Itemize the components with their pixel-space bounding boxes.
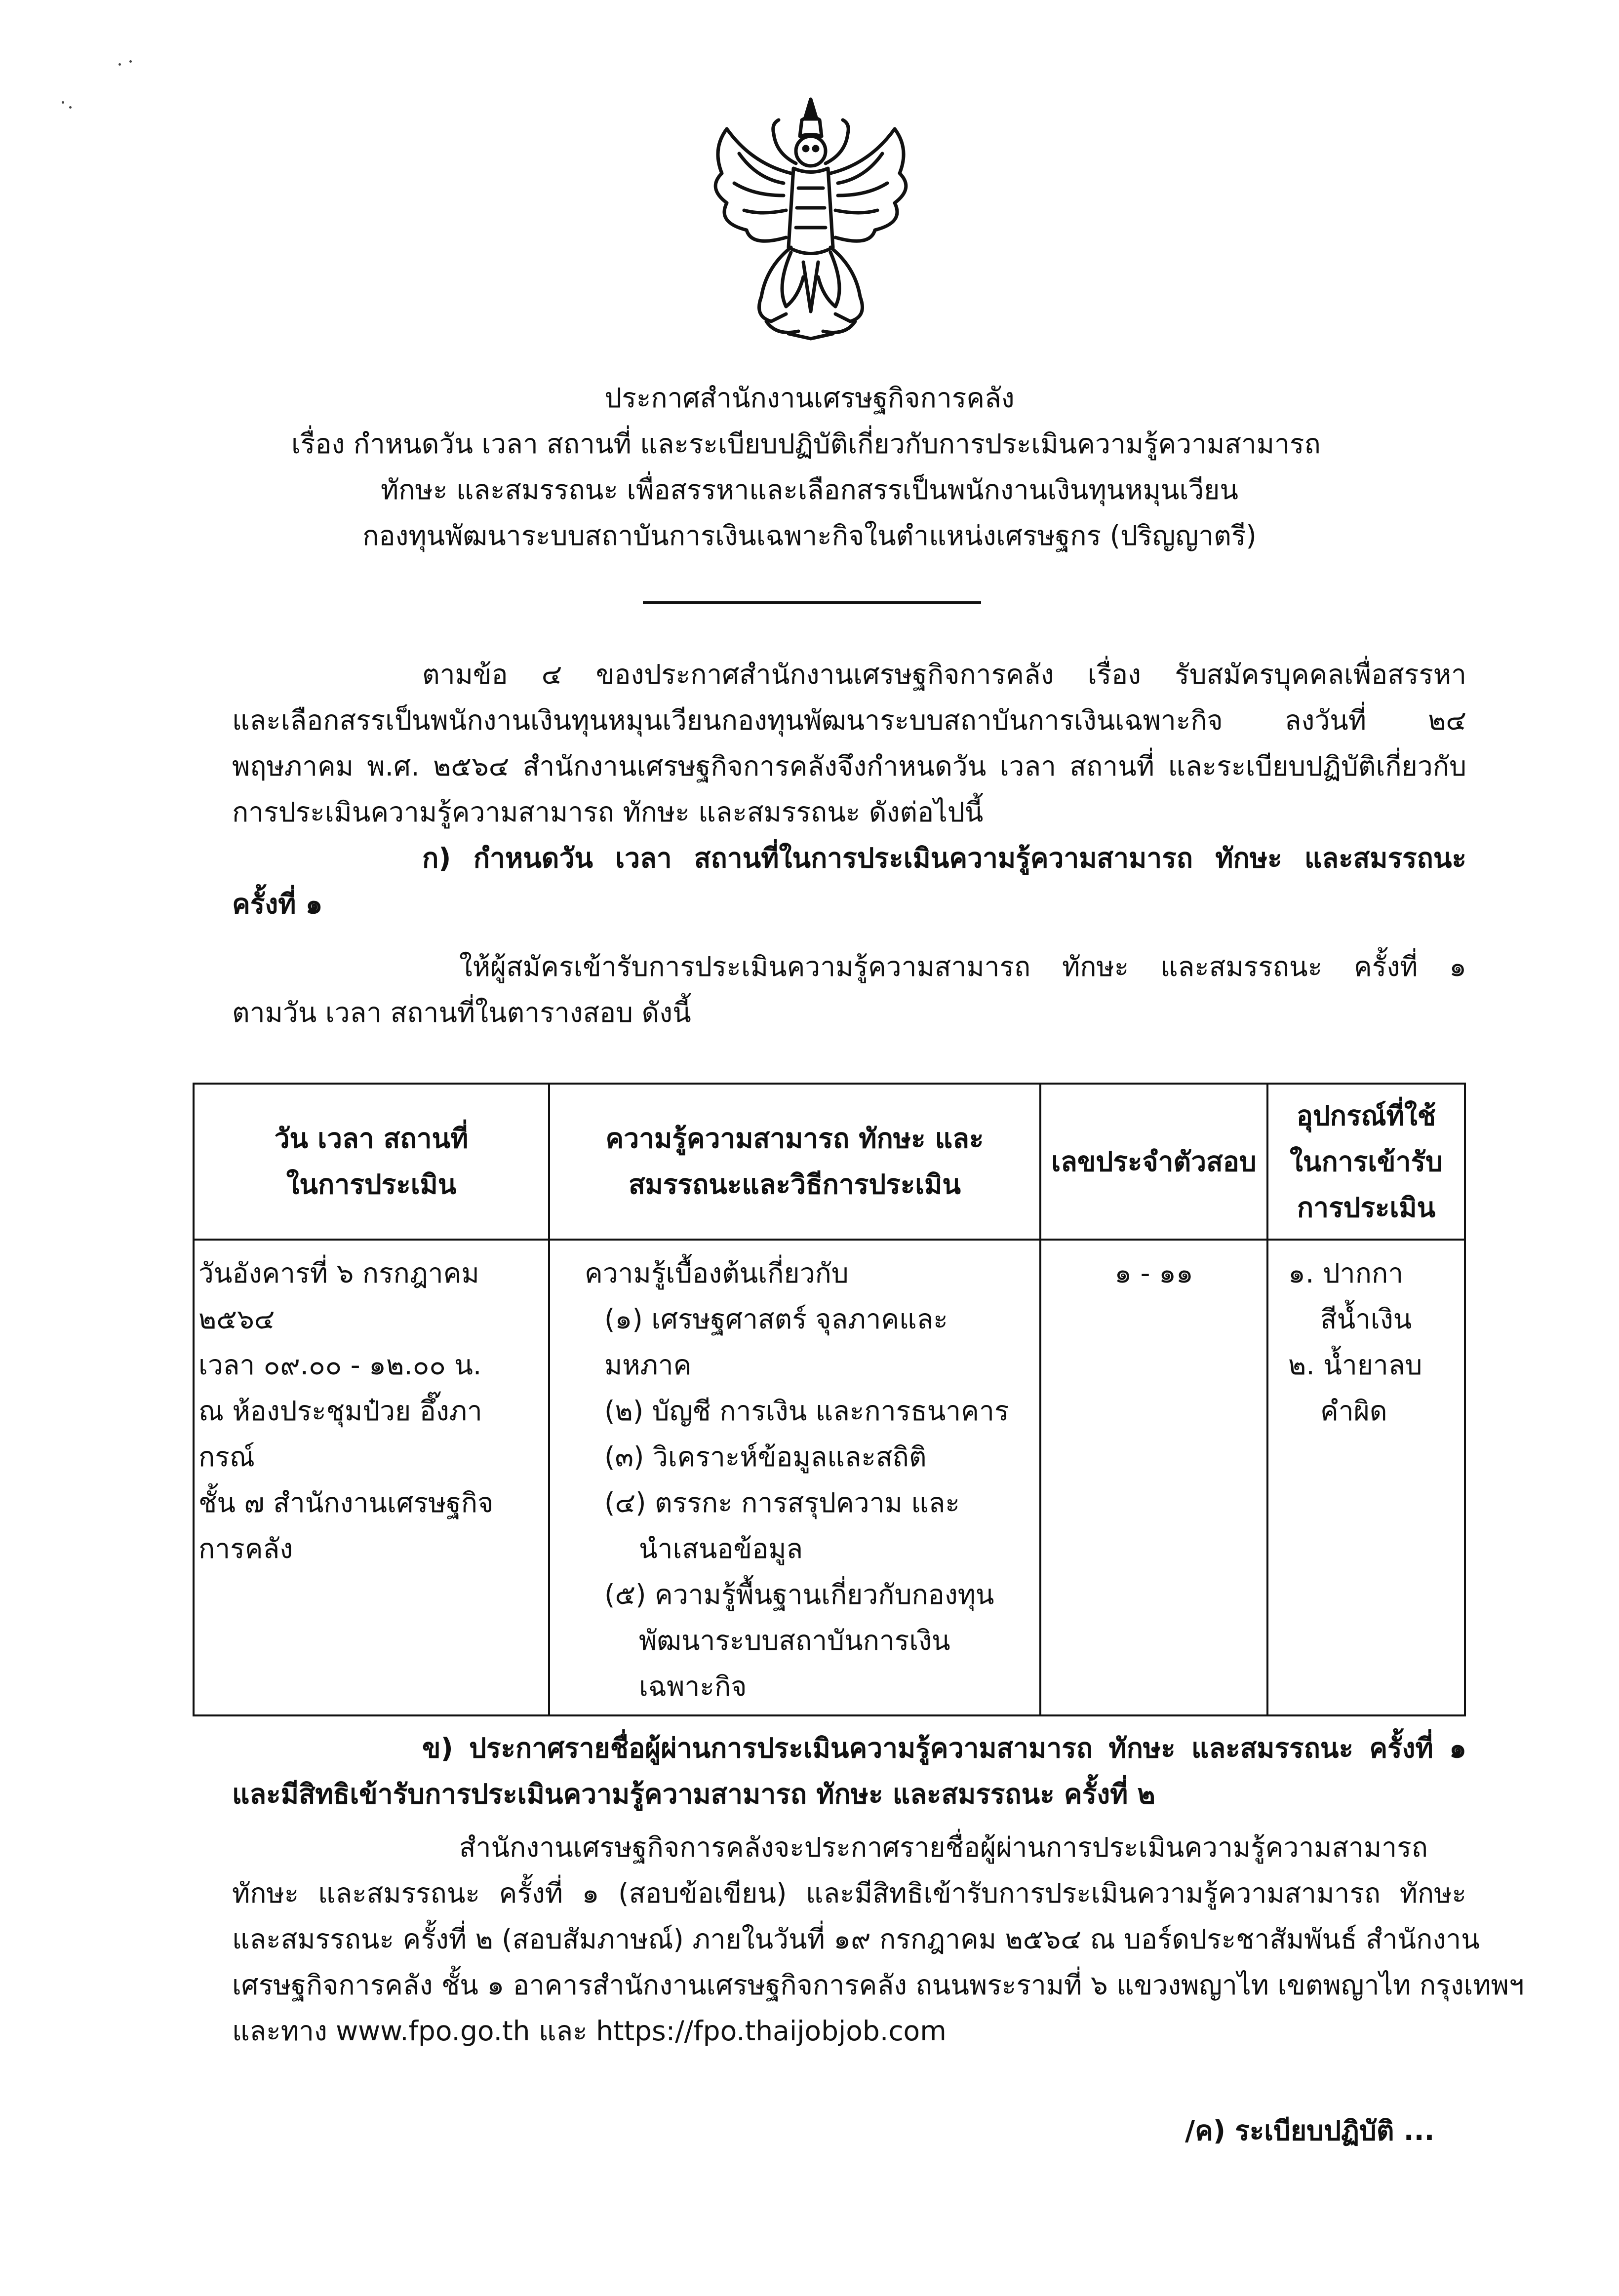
section-b-body: เศรษฐกิจการคลัง ชั้น ๑ อาคารสำนักงานเศรษฐกิจการคลัง ถนนพระรามที่ ๖ แขวงพญาไท เขตพญาไท กรุงเทพฯ (232, 1969, 1524, 2001)
section-b-heading: และมีสิทธิเข้ารับการประเมินความรู้ความสามารถ ทักษะ และสมรรถนะ ครั้งที่ ๒ (232, 1778, 1155, 1810)
subject-line: เรื่อง กำหนดวัน เวลา สถานที่ และระเบียบปฏิบัติเกี่ยวกับการประเมินความรู้ความสามารถ (291, 428, 1321, 460)
cell-topics: ความรู้เบื้องต้นเกี่ยวกับ (๑) เศรษฐศาสตร์ จุลภาคและมหภาค (๒) บัญชี การเงิน และการธนาคาร (๓) วิเคราะห์ข้อมูลและสถิติ (๔) ตรรกะ การสรุปความ และ นำเสนอข้อมูล (๕) ความรู้พื้นฐานเกี่ยวกับกองทุน พัฒนาระบบสถาบันการเงิน เฉพาะกิจ (549, 1240, 1040, 1715)
scan-speck (118, 63, 121, 66)
header-equipment: อุปกรณ์ที่ใช้ ในการเข้ารับ การประเมิน (1267, 1084, 1465, 1240)
section-a-heading: ก) กำหนดวัน เวลา สถานที่ในการประเมินความรู้ความสามารถ ทักษะ และสมรรถนะ (422, 842, 1466, 874)
header-divider (643, 601, 981, 604)
cell-exam-ids: ๑ - ๑๑ (1040, 1240, 1267, 1715)
cell-equipment: ๑. ปากกา สีน้ำเงิน ๒. น้ำยาลบ คำผิด (1267, 1240, 1465, 1715)
subject-line: ทักษะ และสมรรถนะ เพื่อสรรหาและเลือกสรรเป็นพนักงานเงินทุนหมุนเวียน (381, 474, 1238, 506)
table-row (194, 1240, 1465, 1715)
scan-speck (62, 101, 64, 104)
announcement-org: ประกาศสำนักงานเศรษฐกิจการคลัง (604, 382, 1015, 414)
section-b-body: สำนักงานเศรษฐกิจการคลังจะประกาศรายชื่อผู้ผ่านการประเมินความรู้ความสามารถ (459, 1831, 1428, 1863)
continuation-note: /ค) ระเบียบปฏิบัติ ... (1185, 2115, 1435, 2146)
header-datetime-place: วัน เวลา สถานที่ ในการประเมิน (194, 1084, 549, 1240)
header-topics: ความรู้ความสามารถ ทักษะ และ สมรรถนะและวิธีการประเมิน (549, 1084, 1040, 1240)
scan-speck (129, 60, 132, 63)
intro-line: และเลือกสรรเป็นพนักงานเงินทุนหมุนเวียนกองทุนพัฒนาระบบสถาบันการเงินเฉพาะกิจ ลงวันที่ ๒๔ (232, 704, 1466, 736)
section-b-body: ทักษะ และสมรรถนะ ครั้งที่ ๑ (สอบข้อเขียน) และมีสิทธิเข้ารับการประเมินความรู้ความสามารถ ทักษะ (232, 1877, 1466, 1909)
section-b-body-links: และทาง www.fpo.go.th และ https://fpo.thaijobjob.com (232, 2015, 947, 2047)
section-a-body: ให้ผู้สมัครเข้ารับการประเมินความรู้ความสามารถ ทักษะ และสมรรถนะ ครั้งที่ ๑ (459, 951, 1466, 982)
section-a-heading: ครั้งที่ ๑ (232, 888, 323, 920)
table-header-row (194, 1084, 1465, 1240)
subject-line: กองทุนพัฒนาระบบสถาบันการเงินเฉพาะกิจในตำแหน่งเศรษฐกร (ปริญญาตรี) (362, 520, 1257, 551)
scan-speck (69, 106, 72, 109)
section-a-body: ตามวัน เวลา สถานที่ในตารางสอบ ดังนี้ (232, 997, 691, 1028)
section-b-body: และสมรรถนะ ครั้งที่ ๒ (สอบสัมภาษณ์) ภายในวันที่ ๑๙ กรกฎาคม ๒๕๖๔ ณ บอร์ดประชาสัมพันธ์ สำนักงาน (232, 1923, 1480, 1955)
cell-datetime-place: วันอังคารที่ ๖ กรกฎาคม ๒๕๖๔ เวลา ๐๙.๐๐ - ๑๒.๐๐ น. ณ ห้องประชุมป๋วย อึ๊งภากรณ์ ชั้น ๗ สำนักงานเศรษฐกิจ การคลัง (194, 1240, 549, 1715)
exam-schedule-table (193, 1083, 1466, 1716)
intro-line: พฤษภาคม พ.ศ. ๒๕๖๔ สำนักงานเศรษฐกิจการคลังจึงกำหนดวัน เวลา สถานที่ และระเบียบปฏิบัติเกี่ยวกับ (232, 750, 1466, 782)
header-exam-id: เลขประจำตัวสอบ (1040, 1084, 1267, 1240)
intro-line: ตามข้อ ๔ ของประกาศสำนักงานเศรษฐกิจการคลัง เรื่อง รับสมัครบุคคลเพื่อสรรหา (422, 659, 1466, 690)
garuda-emblem-icon (692, 89, 929, 346)
section-b-heading: ข) ประกาศรายชื่อผู้ผ่านการประเมินความรู้ความสามารถ ทักษะ และสมรรถนะ ครั้งที่ ๑ (422, 1732, 1466, 1764)
intro-line: การประเมินความรู้ความสามารถ ทักษะ และสมรรถนะ ดังต่อไปนี้ (232, 796, 984, 828)
